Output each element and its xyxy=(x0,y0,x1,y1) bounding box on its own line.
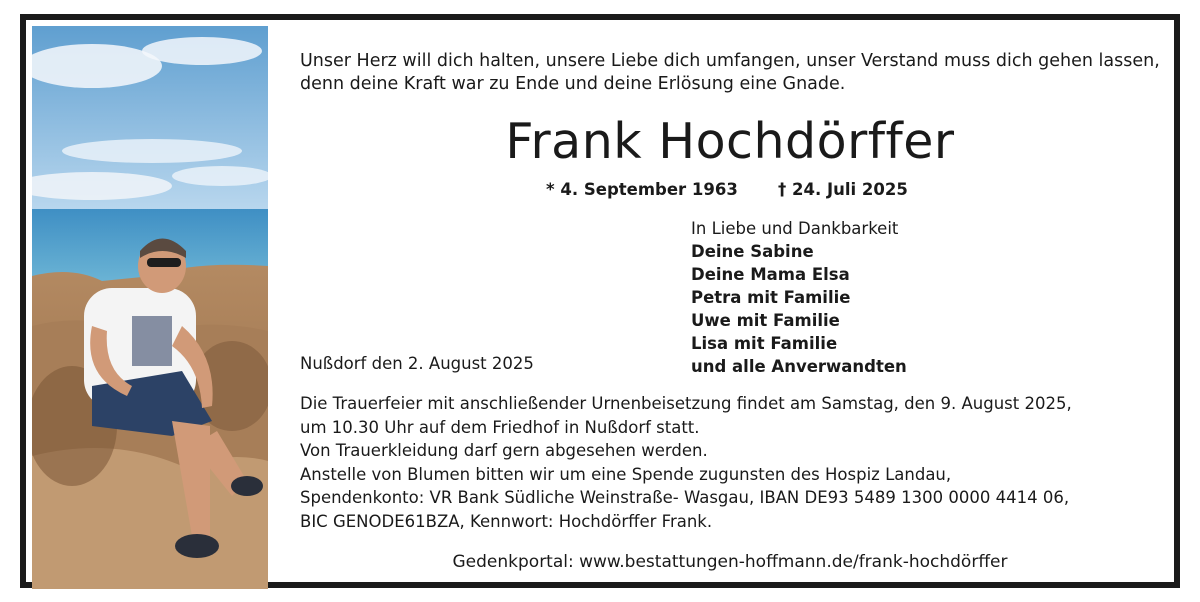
family-member: Deine Sabine xyxy=(691,242,814,261)
info-line: Von Trauerkleidung darf gern abgesehen werden. xyxy=(300,441,708,460)
deceased-name: Frank Hochdörffer xyxy=(505,113,955,170)
death-date: † 24. Juli 2025 xyxy=(778,180,908,199)
family-list xyxy=(691,217,907,378)
birth-date: * 4. September 1963 xyxy=(546,180,738,199)
family-member: Deine Mama Elsa xyxy=(691,265,850,284)
info-line: Spendenkonto: VR Bank Südliche Weinstraße- Wasgau, IBAN DE93 5489 1300 0000 4414 06, xyxy=(300,488,1070,507)
memorial-portal-link: Gedenkportal: www.bestattungen-hoffmann.de/frank-hochdörffer xyxy=(452,552,1008,572)
family-member: Petra mit Familie xyxy=(691,288,851,307)
place-date: Nußdorf den 2. August 2025 xyxy=(300,354,534,373)
ceremony-info xyxy=(300,392,1168,533)
info-line: BIC GENODE61BZA, Kennwort: Hochdörffer Frank. xyxy=(300,511,713,531)
portrait-photo xyxy=(32,26,268,589)
info-line: Die Trauerfeier mit anschließender Urnenbeisetzung findet am Samstag, den 9. August 2025, xyxy=(300,394,1072,413)
verse: Unser Herz will dich halten, unsere Liebe dich umfangen, unser Verstand muss dich gehen lassen, denn deine Kraft war zu Ende und deine Erlösung eine Gnade. xyxy=(300,51,1160,94)
family-member: und alle Anverwandten xyxy=(691,357,907,376)
family-intro: In Liebe und Dankbarkeit xyxy=(691,219,899,238)
info-line: Anstelle von Blumen bitten wir um eine Spende zugunsten des Hospiz Landau, xyxy=(300,464,952,484)
obituary-text xyxy=(300,20,1170,580)
obituary-frame xyxy=(20,14,1180,588)
family-member: Uwe mit Familie xyxy=(691,311,840,330)
info-line: um 10.30 Uhr auf dem Friedhof in Nußdorf statt. xyxy=(300,417,700,437)
family-member: Lisa mit Familie xyxy=(691,334,838,353)
